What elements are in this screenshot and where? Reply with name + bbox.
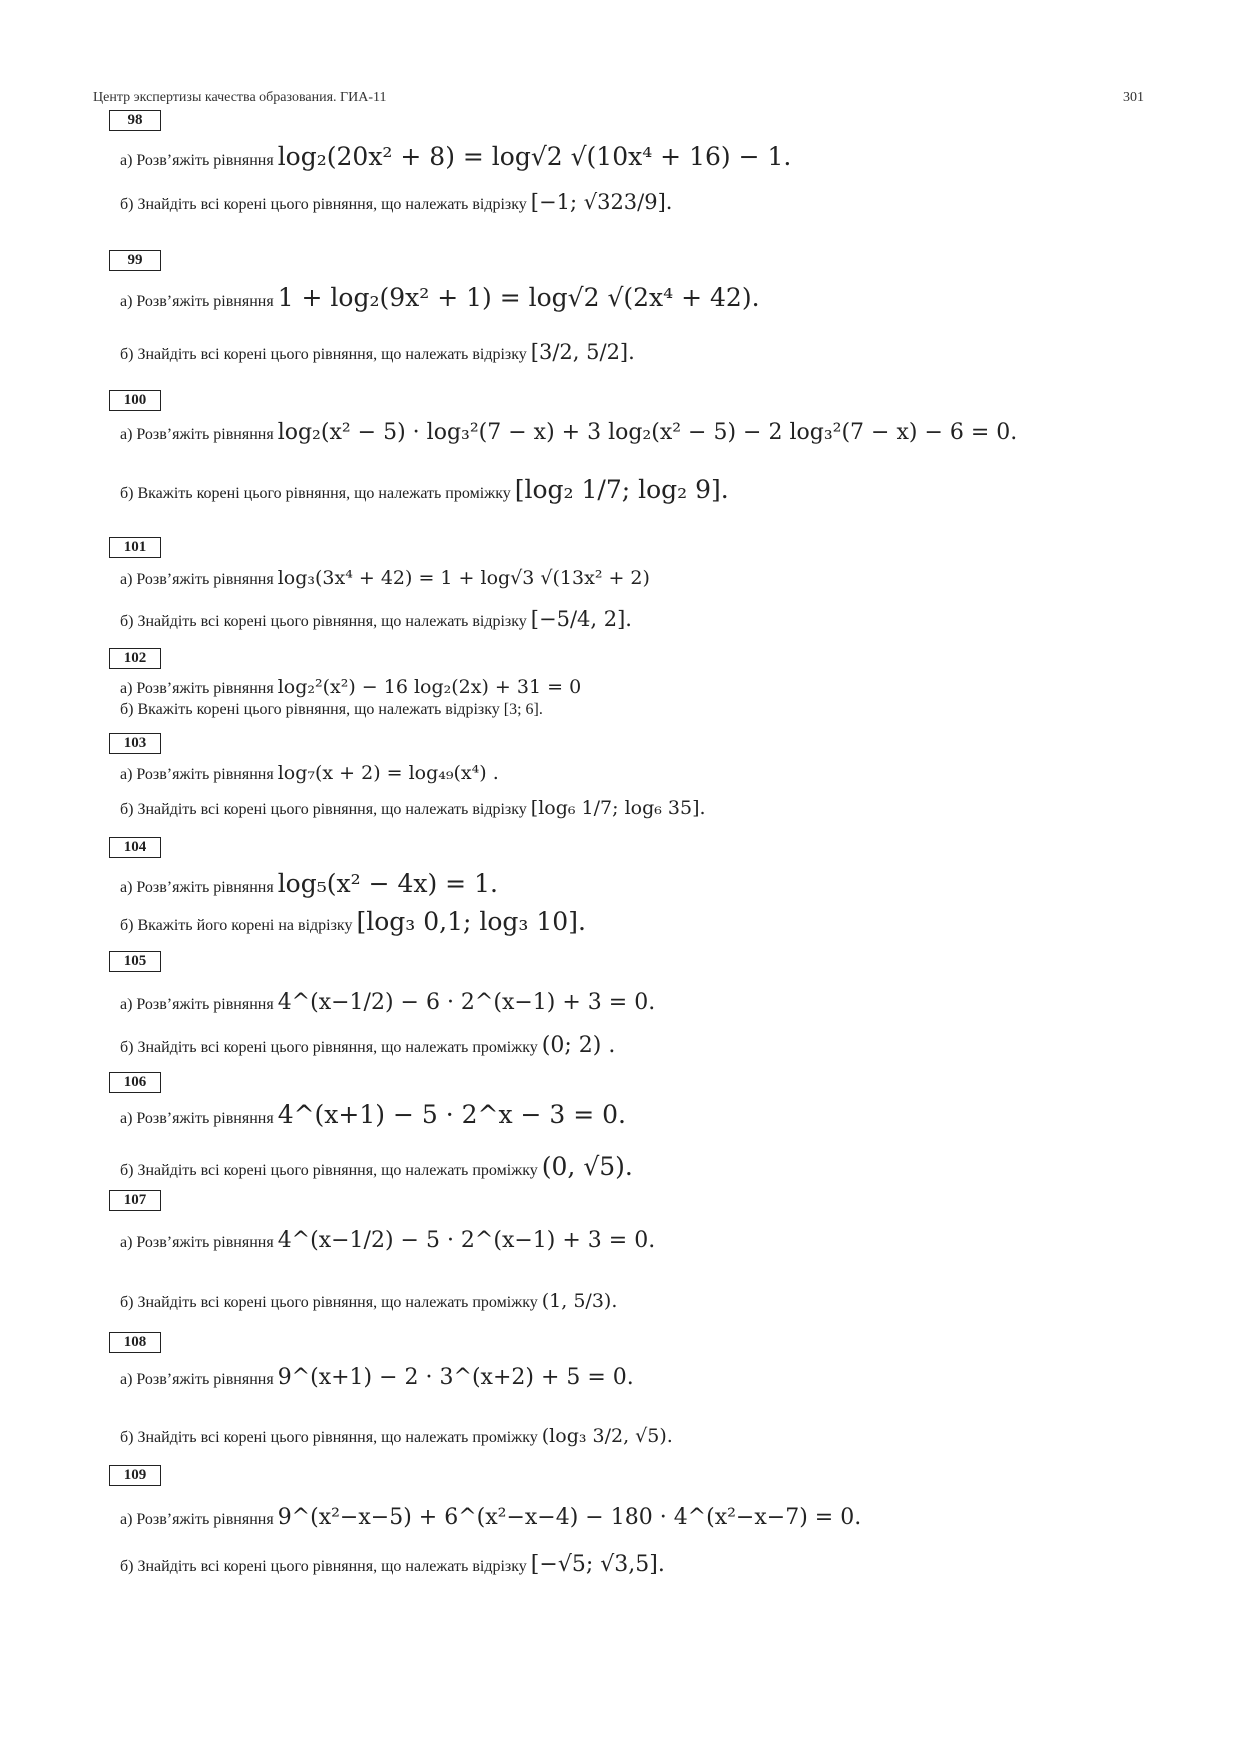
problem-part-a: [120, 567, 650, 589]
problem-number: 106: [109, 1072, 161, 1093]
equation: log₃(3x⁴ + 42) = 1 + log√3 √(13x² + 2): [277, 567, 650, 589]
problem-number: 98: [109, 110, 161, 131]
problem-part-a: [120, 142, 791, 171]
problem-number: 103: [109, 733, 161, 754]
problem-part-b: [120, 797, 706, 819]
interval: [3/2, 5/2].: [530, 340, 635, 364]
interval: [log₆ 1/7; log₆ 35].: [530, 797, 706, 819]
problem-part-a: [120, 1505, 861, 1530]
part-a-label: а) Розв’яжіть рівняння: [120, 426, 274, 443]
page-number: 301: [1123, 90, 1144, 105]
problem-number: 104: [109, 837, 161, 858]
problem-part-a: [120, 420, 1017, 445]
interval: (1, 5/3).: [541, 1290, 618, 1312]
equation: 4^(x−1/2) − 5 · 2^(x−1) + 3 = 0.: [277, 1228, 656, 1253]
problem-part-a: [120, 283, 760, 312]
problem-number: 108: [109, 1332, 161, 1353]
interval: [log₃ 0,1; log₃ 10].: [356, 907, 586, 936]
part-a-label: а) Розв’яжіть рівняння: [120, 1511, 274, 1528]
part-b-label: б) Вкажіть корені цього рівняння, що належать відрізку: [120, 701, 500, 718]
part-b-label: б) Знайдіть всі корені цього рівняння, що належать відрізку: [120, 346, 527, 363]
problem-part-b: [120, 340, 635, 364]
problem-part-a: [120, 869, 498, 898]
problem-part-b: [120, 607, 632, 631]
interval: [log₂ 1/7; log₂ 9].: [514, 475, 729, 504]
page-header-title: Центр экспертизы качества образования. ГИА-11: [93, 90, 387, 105]
part-b-label: б) Вкажіть корені цього рівняння, що належать проміжку: [120, 485, 511, 502]
part-b-label: б) Знайдіть всі корені цього рівняння, що належать проміжку: [120, 1039, 538, 1056]
problem-number: 107: [109, 1190, 161, 1211]
interval: [−√5; √3,5].: [530, 1552, 665, 1577]
equation: 9^(x+1) − 2 · 3^(x+2) + 5 = 0.: [277, 1365, 634, 1390]
part-a-label: а) Розв’яжіть рівняння: [120, 293, 274, 310]
problem-part-a: [120, 762, 499, 784]
interval: [3; 6].: [503, 701, 543, 718]
problem-part-b: [120, 1425, 673, 1447]
problem-number: 99: [109, 250, 161, 271]
interval: (0; 2) .: [541, 1033, 616, 1058]
equation: 4^(x+1) − 5 · 2^x − 3 = 0.: [277, 1100, 626, 1129]
equation: log₇(x + 2) = log₄₉(x⁴) .: [277, 762, 499, 784]
interval: (0, √5).: [541, 1152, 633, 1181]
part-b-label: б) Знайдіть всі корені цього рівняння, що належать відрізку: [120, 196, 527, 213]
part-a-label: а) Розв’яжіть рівняння: [120, 996, 274, 1013]
part-a-label: а) Розв’яжіть рівняння: [120, 680, 274, 697]
part-b-label: б) Вкажіть його корені на відрізку: [120, 917, 353, 934]
problem-part-b: [120, 475, 729, 504]
part-b-label: б) Знайдіть всі корені цього рівняння, що належать проміжку: [120, 1162, 538, 1179]
equation: log₂²(x²) − 16 log₂(2x) + 31 = 0: [277, 676, 582, 698]
problem-part-a: [120, 676, 581, 698]
part-b-label: б) Знайдіть всі корені цього рівняння, що належать відрізку: [120, 801, 527, 818]
problem-number: 100: [109, 390, 161, 411]
part-a-label: а) Розв’яжіть рівняння: [120, 1371, 274, 1388]
problem-part-b: [120, 1033, 615, 1058]
problem-part-a: [120, 1228, 655, 1253]
part-a-label: а) Розв’яжіть рівняння: [120, 766, 274, 783]
part-a-label: а) Розв’яжіть рівняння: [120, 571, 274, 588]
problem-part-b: [120, 1152, 633, 1181]
problem-number: 102: [109, 648, 161, 669]
part-b-label: б) Знайдіть всі корені цього рівняння, що належать відрізку: [120, 613, 527, 630]
problem-part-b: [120, 190, 672, 214]
problem-number: 105: [109, 951, 161, 972]
part-b-label: б) Знайдіть всі корені цього рівняння, що належать відрізку: [120, 1558, 527, 1575]
part-b-label: б) Знайдіть всі корені цього рівняння, що належать проміжку: [120, 1294, 538, 1311]
equation: log₂(x² − 5) · log₃²(7 − x) + 3 log₂(x² − 5) − 2 log₃²(7 − x) − 6 = 0.: [277, 420, 1018, 445]
problem-part-b: [120, 701, 543, 719]
equation: 4^(x−1/2) − 6 · 2^(x−1) + 3 = 0.: [277, 990, 656, 1015]
problem-part-a: [120, 1365, 634, 1390]
problem-part-b: [120, 1552, 665, 1577]
problem-number: 101: [109, 537, 161, 558]
problem-part-a: [120, 990, 655, 1015]
interval: (log₃ 3/2, √5).: [541, 1425, 673, 1447]
equation: log₅(x² − 4x) = 1.: [277, 869, 498, 898]
problem-part-b: [120, 1290, 617, 1312]
problem-part-a: [120, 1100, 626, 1129]
equation: 1 + log₂(9x² + 1) = log√2 √(2x⁴ + 42).: [277, 283, 760, 312]
part-a-label: а) Розв’яжіть рівняння: [120, 1234, 274, 1251]
equation: 9^(x²−x−5) + 6^(x²−x−4) − 180 · 4^(x²−x−7) = 0.: [277, 1505, 862, 1530]
part-a-label: а) Розв’яжіть рівняння: [120, 1110, 274, 1127]
interval: [−1; √323/9].: [530, 190, 673, 214]
equation: log₂(20x² + 8) = log√2 √(10x⁴ + 16) − 1.: [277, 142, 792, 171]
part-a-label: а) Розв’яжіть рівняння: [120, 879, 274, 896]
part-a-label: а) Розв’яжіть рівняння: [120, 152, 274, 169]
part-b-label: б) Знайдіть всі корені цього рівняння, що належать проміжку: [120, 1429, 538, 1446]
interval: [−5/4, 2].: [530, 607, 632, 631]
problem-number: 109: [109, 1465, 161, 1486]
problem-part-b: [120, 907, 586, 936]
